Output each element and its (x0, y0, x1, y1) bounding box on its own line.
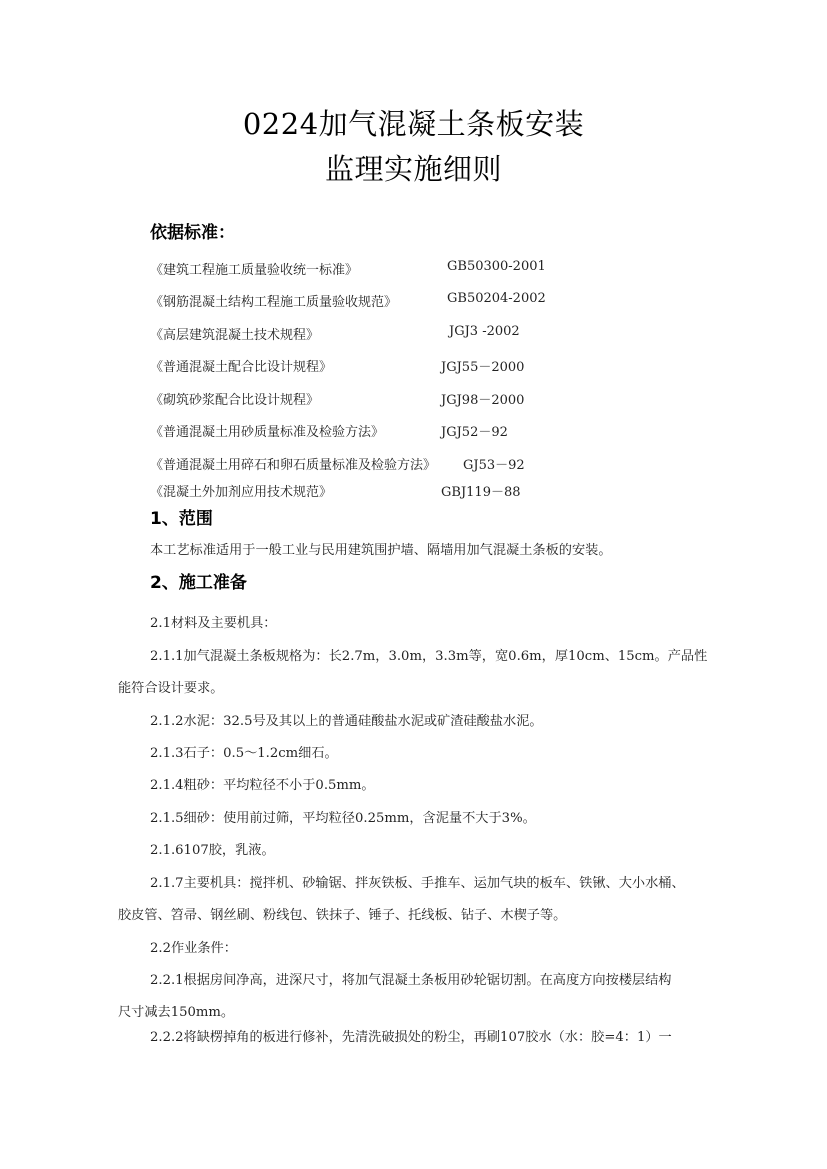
body-line: 胶皮管、笤帚、钢丝刷、粉线包、铁抹子、锤子、托线板、钻子、木楔子等。 (118, 908, 567, 923)
scope-paragraph: 本工艺标准适用于一般工业与民用建筑围护墙、隔墙用加气混凝土条板的安装。 (150, 543, 612, 558)
reference-code: JGJ98－2000 (441, 393, 525, 408)
reference-name: 《高层建筑混凝土技术规程》 (150, 328, 320, 343)
body-line: 尺寸减去150mm。 (118, 1005, 235, 1020)
reference-code: GB50300-2001 (447, 259, 546, 274)
reference-name: 《建筑工程施工质量验收统一标准》 (150, 263, 359, 278)
section-heading-preparation: 2、施工准备 (150, 573, 247, 593)
reference-code: GBJ119－88 (441, 485, 521, 500)
body-line: 2.1材料及主要机具： (150, 616, 277, 631)
reference-code: JGJ55－2000 (441, 360, 525, 375)
reference-code: JGJ52－92 (441, 425, 508, 440)
body-line: 2.1.2水泥：32.5号及其以上的普通硅酸盐水泥或矿渣硅酸盐水泥。 (150, 714, 543, 729)
body-line: 2.1.6107胶，乳液。 (150, 843, 275, 858)
body-line: 2.2作业条件： (150, 941, 237, 956)
reference-code: GJ53－92 (463, 458, 525, 473)
body-line: 能符合设计要求。 (118, 681, 224, 696)
basis-heading: 依据标准： (150, 223, 235, 243)
body-line: 2.1.5细砂：使用前过筛，平均粒径0.25mm，含泥量不大于3%。 (150, 811, 536, 826)
document-title-line2: 监理实施细则 (324, 152, 502, 186)
body-line: 2.2.1根据房间净高，进深尺寸，将加气混凝土条板用砂轮锯切割。在高度方向按楼层结构 (150, 973, 672, 988)
reference-name: 《砌筑砂浆配合比设计规程》 (150, 393, 320, 408)
document-title-line1: 0224加气混凝土条板安装 (242, 107, 585, 141)
reference-code: GB50204-2002 (447, 291, 546, 306)
body-line: 2.1.4粗砂：平均粒径不小于0.5mm。 (150, 778, 375, 793)
body-line: 2.1.1加气混凝土条板规格为：长2.7m，3.0m，3.3m等，宽0.6m，厚10cm、15cm。产品性 (150, 649, 708, 664)
reference-name: 《普通混凝土配合比设计规程》 (150, 360, 333, 375)
body-line: 2.1.7主要机具：搅拌机、砂输锯、拌灰铁板、手推车、运加气块的板车、铁锹、大小水桶、 (150, 876, 685, 891)
body-line: 2.2.2将缺楞掉角的板进行修补，先清洗破损处的粉尘，再刷107胶水（水：胶=4：1）一 (150, 1030, 672, 1045)
reference-code: JGJ3 -2002 (449, 324, 520, 339)
section-heading-scope: 1、范围 (150, 509, 213, 529)
reference-name: 《普通混凝土用碎石和卵石质量标准及检验方法》 (150, 458, 437, 473)
reference-name: 《普通混凝土用砂质量标准及检验方法》 (150, 425, 385, 440)
reference-name: 《混凝土外加剂应用技术规范》 (150, 485, 333, 500)
body-line: 2.1.3石子：0.5～1.2cm细石。 (150, 746, 338, 761)
reference-name: 《钢筋混凝土结构工程施工质量验收规范》 (150, 295, 398, 310)
